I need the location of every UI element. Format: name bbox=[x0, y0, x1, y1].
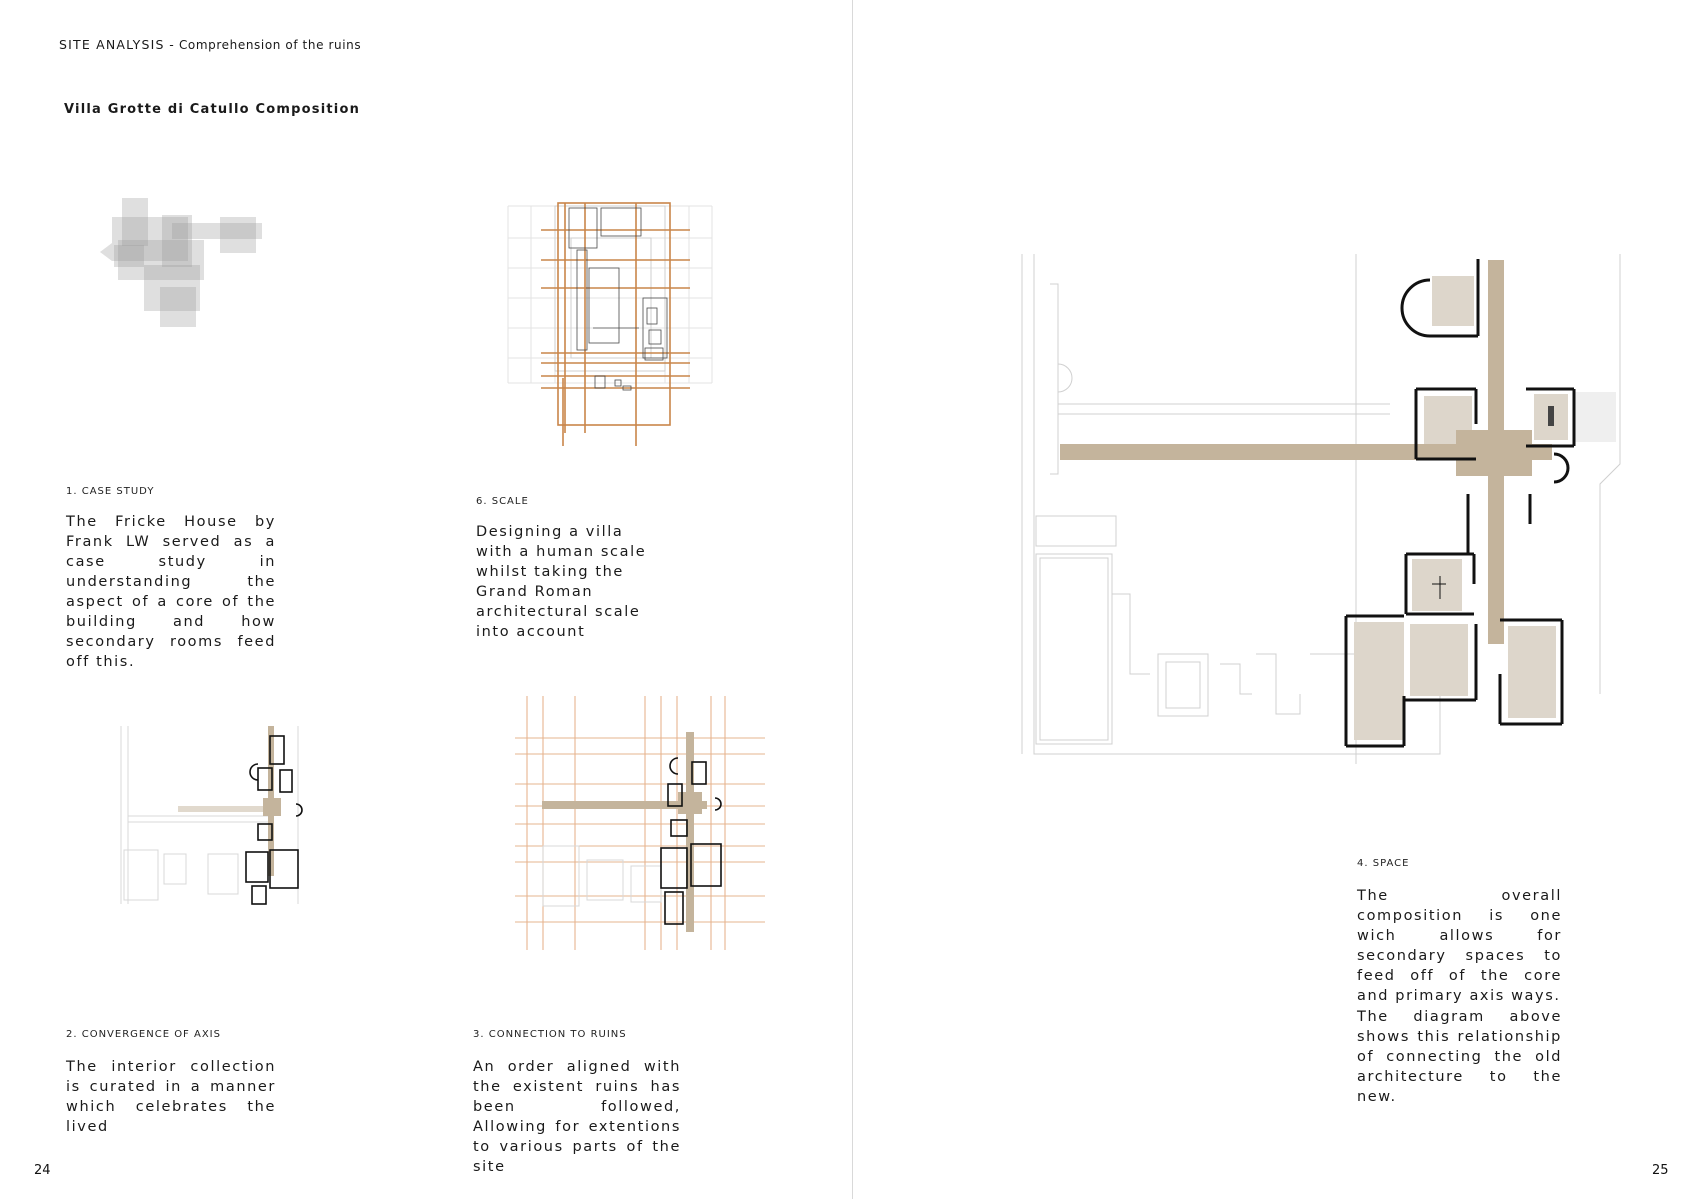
space-label: 4. SPACE bbox=[1357, 858, 1410, 869]
connection-text: An order aligned with the existent ruins has been followed, Allowing for extentions to various parts of the site bbox=[473, 1059, 681, 1175]
space-composition-plan bbox=[1000, 254, 1625, 764]
case-study-massing-diagram bbox=[100, 195, 260, 330]
convergence-text: The interior collection is curated in a manner which celebrates the lived bbox=[66, 1059, 276, 1135]
case-study-label: 1. CASE STUDY bbox=[66, 486, 155, 497]
convergence-label: 2. CONVERGENCE OF AXIS bbox=[66, 1029, 221, 1040]
running-header bbox=[59, 37, 361, 52]
scale-grid-diagram bbox=[505, 198, 715, 446]
scale-label: 6. SCALE bbox=[476, 496, 529, 507]
page-number-right: 25 bbox=[1652, 1163, 1669, 1178]
convergence-axis-plan bbox=[118, 726, 328, 904]
header-separator: - bbox=[164, 37, 179, 52]
connection-label: 3. CONNECTION TO RUINS bbox=[473, 1029, 627, 1040]
spread-divider bbox=[852, 0, 853, 1199]
header-section: SITE ANALYSIS bbox=[59, 37, 165, 52]
case-study-text: The Fricke House by Frank LW served as a case study in understanding the aspect of a core of the building and how secondary rooms feed off this. bbox=[66, 514, 276, 670]
space-text-1: The overall composition is one wich allows for secondary spaces to feed off of the core and primary axis ways. bbox=[1357, 888, 1562, 1004]
scale-text: Designing a villa with a human scale whilst taking the Grand Roman architectural scale into account bbox=[476, 524, 647, 640]
connection-ruins-grid-plan bbox=[515, 696, 765, 950]
page-title: Villa Grotte di Catullo Composition bbox=[64, 102, 361, 117]
space-text-2: The diagram above shows this relationship of connecting the old architecture to the new. bbox=[1357, 1009, 1562, 1105]
page-number-left: 24 bbox=[34, 1163, 51, 1178]
header-subtitle: Comprehension of the ruins bbox=[178, 38, 362, 52]
